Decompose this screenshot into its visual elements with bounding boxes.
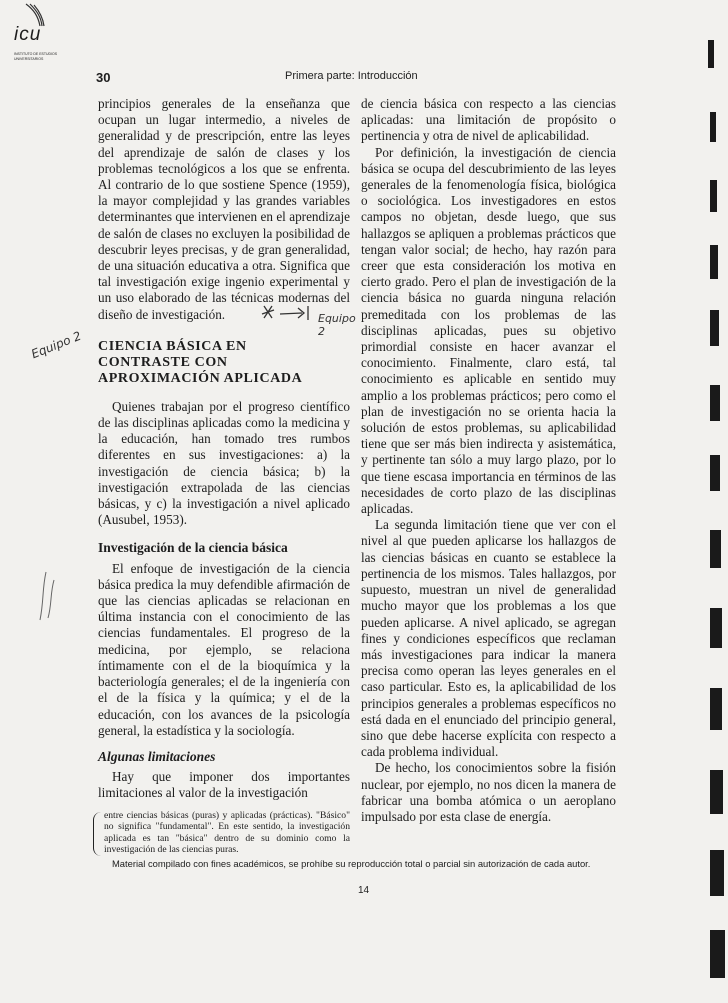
handwritten-scribble-icon	[32, 560, 62, 630]
subheading-limitations: Algunas limitaciones	[98, 748, 216, 764]
left-paragraph-3: El enfoque de investigación de la ciencia básica predica la muy defendible afirmación de que las ciencias aplicadas se relacionan en última instancia con el conocimiento de las ciencias fundamentales. El progreso de la medicina, por ejemplo, se relaciona íntimamente con el de la bioquímica y la bacteriología generales; el de la ingeniería con el de la física y la química; y el de la educación, con los avances de la psicología general, la estadística y la sociología.	[98, 560, 350, 738]
running-header: Primera parte: Introducción	[285, 70, 418, 82]
logo-text: icu	[14, 24, 42, 45]
right-paragraph-4: De hecho, los conocimientos sobre la fisión nuclear, por ejemplo, no nos dicen la manera de fabricar una bomba atómica o un aeroplano impulsado por esta clase de energía.	[361, 760, 616, 824]
logo-subtitle: INSTITUTO DE ESTUDIOS UNIVERSITARIOS	[14, 52, 58, 61]
binder-edge-marks-icon	[688, 0, 728, 1003]
right-paragraph-2: Por definición, la investigación de ciencia básica se ocupa del descubrimiento de las leyes generales de la fenomenología física, biológica o sociológica. Los investigadores en estos campos no objetan, desde luego, que sus hallazgos se apliquen a problemas prácticos que tengan valor social; de hecho, hay razón para creer que esta consideración los motiva en cierto grado. Pero el plan de investigación de la ciencia básica no guarda ninguna relación premeditada con los problemas de las disciplinas aplicadas, pues su objetivo primordial consiste en hacer avanzar el conocimiento. Finalmente, claro está, tal conocimiento es aplicable en sentido muy amplio a los problemas prácticos; pero como el plan de investigación no se orienta hacia la solución de estos problemas, su aplicabilidad tiene que ser más bien indirecta y asistemática, y pertinente tan sólo a muy largo plazo, por lo que tiene escasa importancia en términos de las necesidades de corto plazo de las disciplinas aplicadas.	[361, 144, 616, 517]
bottom-page-number: 14	[358, 885, 370, 896]
section-heading-line-1: CIENCIA BÁSICA EN	[98, 338, 247, 354]
handwritten-note-right: Equipo 2	[318, 312, 356, 338]
handwritten-note-left: Equipo 2	[29, 328, 84, 362]
subheading-basic-science: Investigación de la ciencia básica	[98, 540, 288, 556]
right-column	[361, 96, 616, 825]
right-paragraph-1: de ciencia básica con respecto a las ciencias aplicadas: una limitación de propósito o pertinencia y otra de nivel de aplicabilidad.	[361, 96, 616, 144]
section-heading-line-3: APROXIMACIÓN APLICADA	[98, 370, 303, 386]
institution-logo	[14, 4, 74, 64]
left-paragraph-1: principios generales de la enseñanza que ocupan un lugar intermedio, a niveles de generalidad y de prescripción, entre las leyes del aprendizaje de salón de clases y los problemas tecnológicos a los que se enfrenta. Al contrario de lo que sostiene Spence (1959), la mayor complejidad y las grandes variables determinantes que intervienen en el aprendizaje de salón de clases no excluyen la posibilidad de descubrir leyes precisas, y de gran generalidad, de una situación educativa a otra. Significa que tal investigación exige ingenio experimental y un uso elaborado de las técnicas modernas del diseño de investigación.	[98, 96, 350, 322]
handwritten-asterisk-arrow-icon	[258, 300, 318, 326]
section-heading	[98, 339, 350, 387]
left-paragraph-2: Quienes trabajan por el progreso científico de las disciplinas aplicadas como la medicina y la educación, han tomado tres rumbos diferentes en sus investigaciones: a) la investigación de ciencia básica; b) la investigación extrapolada de las ciencias básicas, y c) la investigación a nivel aplicado (Ausubel, 1953).	[98, 398, 350, 528]
footnote: entre ciencias básicas (puras) y aplicadas (prácticas). "Básico" no significa "fundamental". En este sentido, la investigación aplicada es tan "básica" dentro de su dominio como la investigación de las ciencias puras.	[98, 810, 350, 856]
section-heading-line-2: CONTRASTE CON	[98, 354, 228, 370]
right-paragraph-3: La segunda limitación tiene que ver con el nivel al que pueden aplicarse los hallazgos de las ciencias básicas en cuanto se establece la pertinencia de los mismos. Tales hallazgos, por supuesto, muestran un nivel de generalidad mucho mayor que los problemas a los que pueden aplicarse. A nivel aplicado, se agregan fines y condiciones específicos que reclaman más investigaciones para indicar la manera precisa como operan las leyes generales en el caso particular. Esto es, la aplicabilidad de los principios generales a problemas específicos no está dada en el enunciado del principio general, sino que debe hacerse explícita con respecto a cada problema individual.	[361, 517, 616, 760]
left-column	[98, 96, 350, 856]
left-paragraph-4: Hay que imponer dos importantes limitaciones al valor de la investigación	[98, 769, 350, 801]
copyright-footer: Material compilado con fines académicos, se prohíbe su reproducción total o parcial sin autorización de cada autor.	[112, 858, 591, 869]
page-number: 30	[96, 70, 111, 85]
